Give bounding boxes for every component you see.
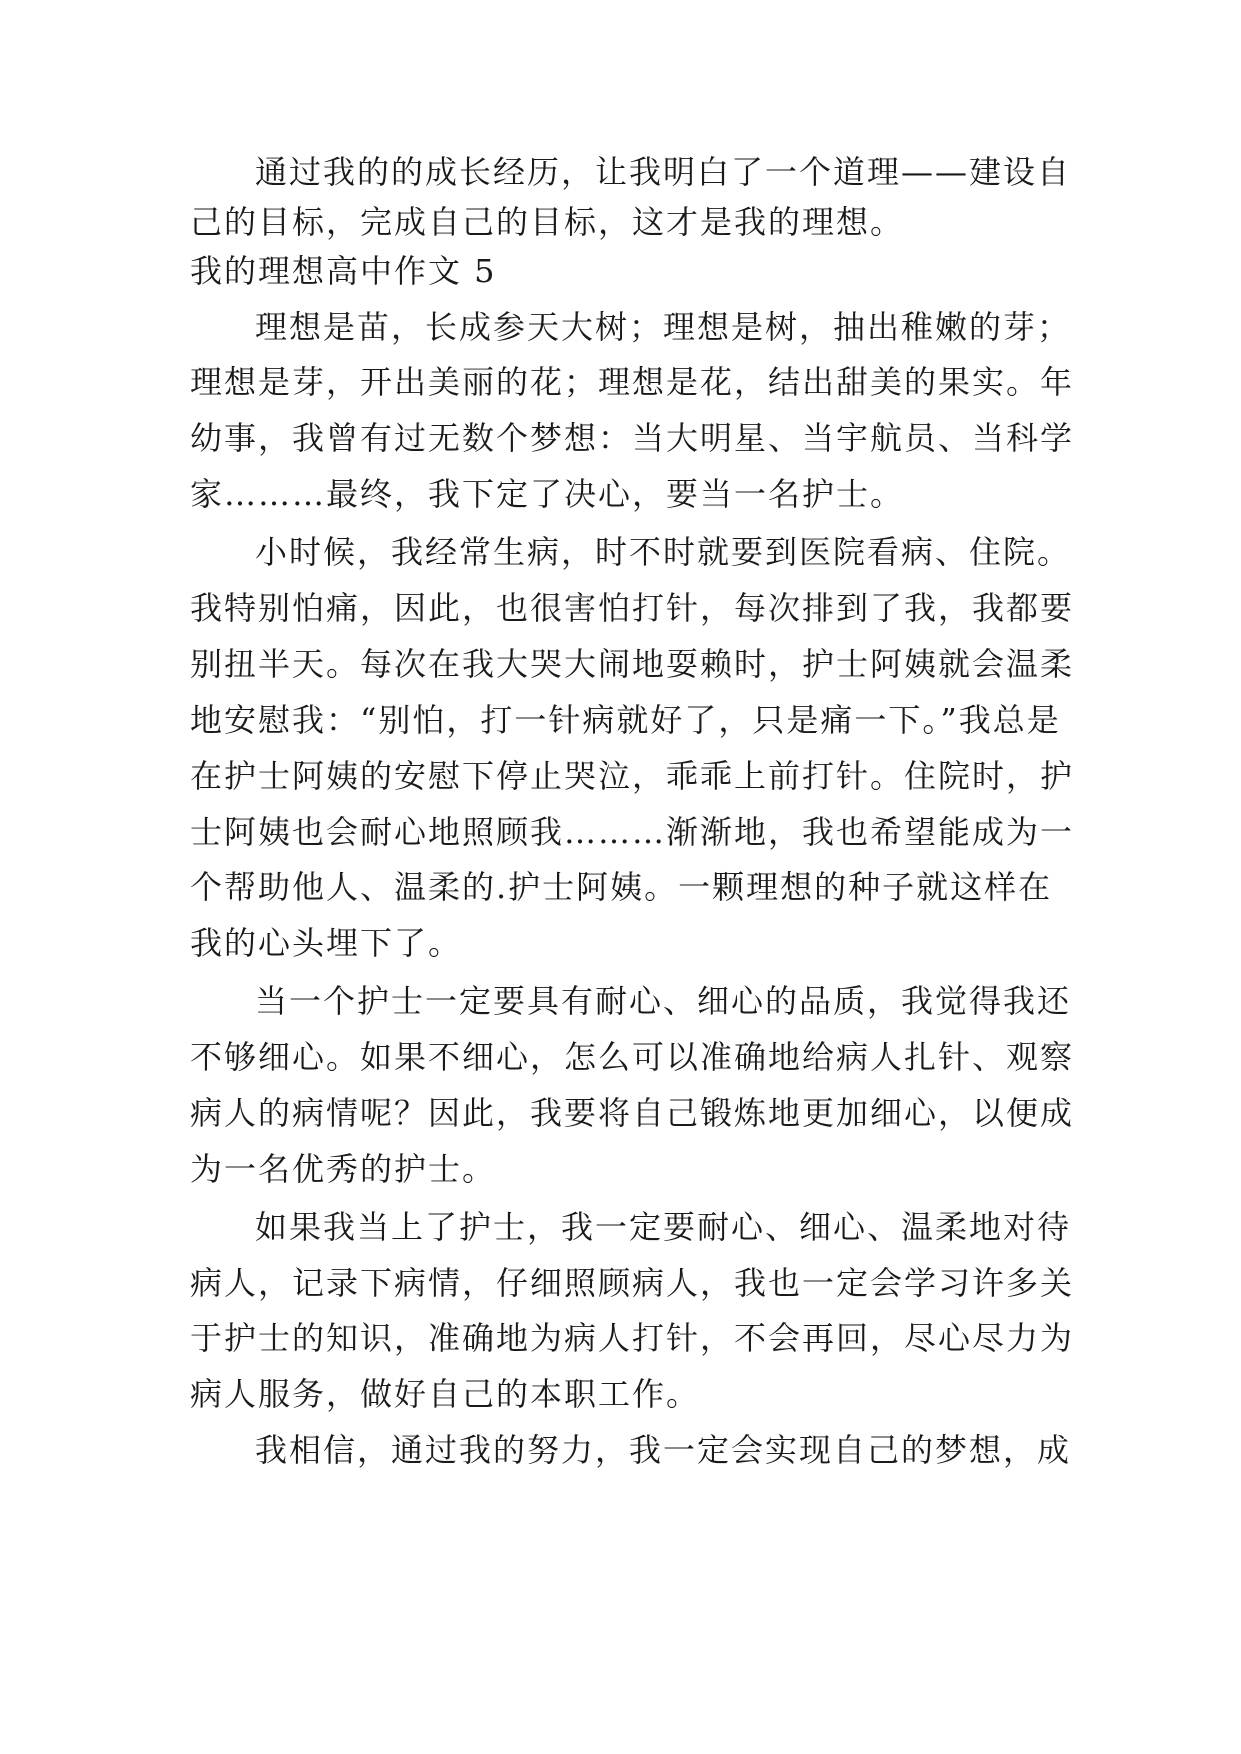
text-line-17: 不够细心。如果不细心，怎么可以准确地给病人扎针、观察 bbox=[190, 1038, 1075, 1076]
text-line-1: 通过我的的成长经历，让我明白了一个道理——建设自 bbox=[255, 153, 1072, 191]
text-line-22: 于护士的知识，准确地为病人打针，不会再回，尽心尽力为 bbox=[190, 1319, 1075, 1357]
text-line-8: 小时候，我经常生病，时不时就要到医院看病、住院。 bbox=[255, 533, 1072, 571]
text-line-6: 幼事，我曾有过无数个梦想：当大明星、当宇航员、当科学 bbox=[190, 419, 1075, 457]
text-line-24: 我相信，通过我的努力，我一定会实现自己的梦想，成 bbox=[255, 1431, 1072, 1469]
text-line-19: 为一名优秀的护士。 bbox=[190, 1150, 497, 1188]
section-heading: 我的理想高中作文 5 bbox=[190, 252, 497, 290]
text-line-11: 地安慰我：“别怕，打一针病就好了，只是痛一下。”我总是 bbox=[190, 701, 1061, 739]
text-line-12: 在护士阿姨的安慰下停止哭泣，乖乖上前打针。住院时，护 bbox=[190, 757, 1075, 795]
text-line-2: 己的目标，完成自己的目标，这才是我的理想。 bbox=[190, 203, 905, 241]
text-line-20: 如果我当上了护士，我一定要耐心、细心、温柔地对待 bbox=[255, 1208, 1072, 1246]
text-line-23: 病人服务，做好自己的本职工作。 bbox=[190, 1375, 701, 1413]
text-line-4: 理想是苗，长成参天大树；理想是树，抽出稚嫩的芽； bbox=[255, 308, 1072, 346]
text-line-5: 理想是芽，开出美丽的花；理想是花，结出甜美的果实。年 bbox=[190, 363, 1075, 401]
text-line-10: 别扭半天。每次在我大哭大闹地耍赖时，护士阿姨就会温柔 bbox=[190, 645, 1075, 683]
text-line-15: 我的心头埋下了。 bbox=[190, 924, 463, 962]
text-line-18: 病人的病情呢？因此，我要将自己锻炼地更加细心，以便成 bbox=[190, 1094, 1075, 1132]
text-line-16: 当一个护士一定要具有耐心、细心的品质，我觉得我还 bbox=[255, 982, 1072, 1020]
text-line-13: 士阿姨也会耐心地照顾我………渐渐地，我也希望能成为一 bbox=[190, 813, 1075, 851]
text-line-9: 我特别怕痛，因此，也很害怕打针，每次排到了我，我都要 bbox=[190, 589, 1075, 627]
text-line-14: 个帮助他人、温柔的.护士阿姨。一颗理想的种子就这样在 bbox=[190, 868, 1053, 906]
text-line-21: 病人，记录下病情，仔细照顾病人，我也一定会学习许多关 bbox=[190, 1264, 1075, 1302]
text-line-7: 家………最终，我下定了决心，要当一名护士。 bbox=[190, 475, 905, 513]
